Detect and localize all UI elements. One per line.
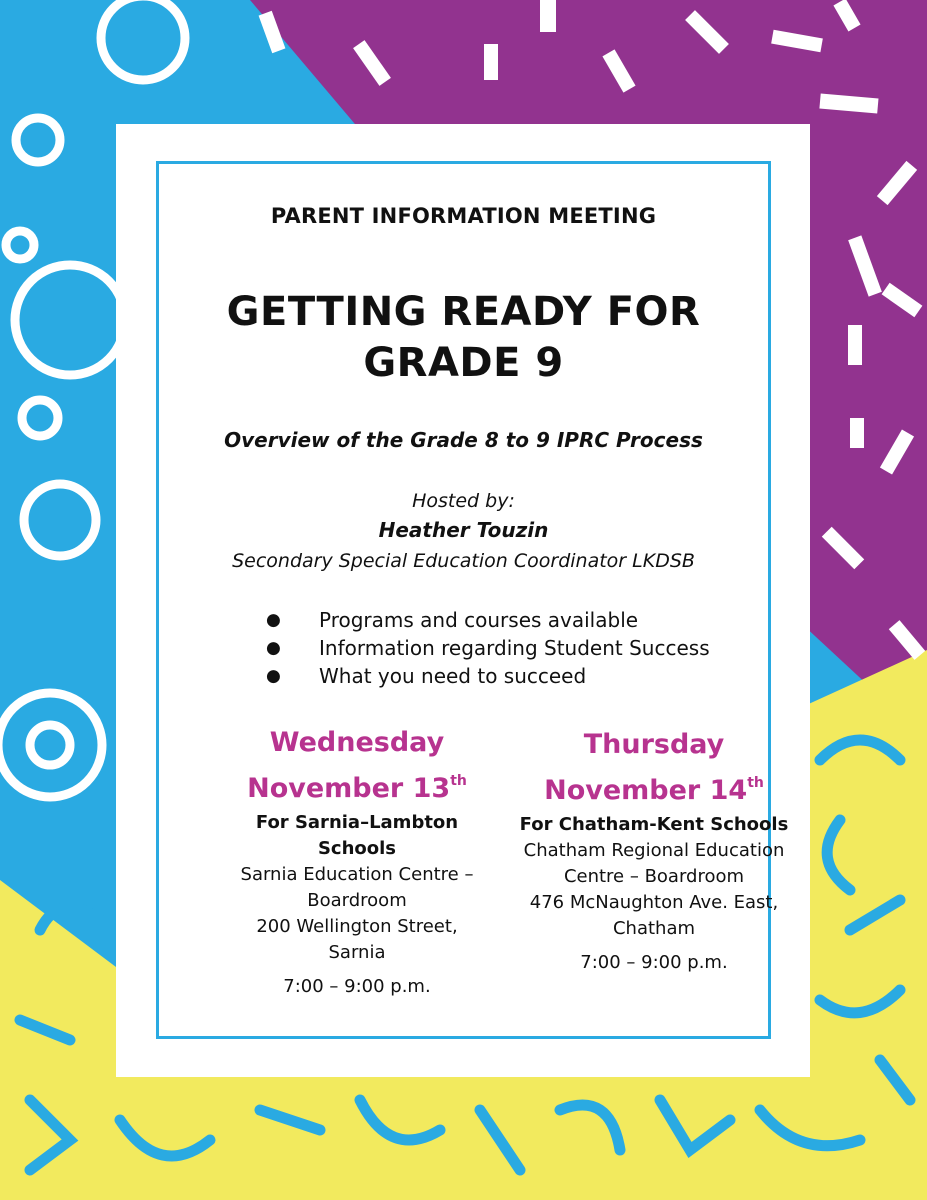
event-day: Thursday (583, 729, 725, 760)
event-venue (207, 862, 507, 966)
host-role: Secondary Special Education Coordinator LKDSB (232, 550, 695, 572)
bullet-icon: ● (266, 638, 281, 658)
event-chatham (504, 726, 804, 976)
flyer-border (156, 161, 789, 1039)
list-item (229, 662, 710, 690)
list-item (229, 606, 710, 634)
flyer-card (116, 124, 810, 1077)
address-line-1: 200 Wellington Street, (256, 916, 458, 937)
flyer-title (159, 287, 768, 389)
title-line-2: GRADE 9 (363, 340, 564, 386)
bullet-icon: ● (266, 666, 281, 686)
event-day: Wednesday (269, 727, 445, 758)
event-date-text: November 13 (247, 773, 451, 804)
title-line-1: GETTING READY FOR (226, 289, 701, 335)
bullet-icon: ● (266, 610, 281, 630)
topic-text: What you need to succeed (319, 664, 587, 688)
topic-list (229, 606, 710, 690)
hosted-by-label: Hosted by: (412, 490, 515, 512)
event-sarnia (207, 724, 507, 1000)
list-item (229, 634, 710, 662)
host-name: Heather Touzin (378, 518, 549, 542)
venue-line-2: Centre – Boardroom (563, 866, 745, 887)
event-audience (207, 810, 507, 862)
event-date-text: November 14 (544, 775, 748, 806)
event-audience (504, 812, 804, 838)
audience-line-1: For Chatham-Kent Schools (519, 814, 789, 835)
date-suffix: th (747, 775, 764, 791)
event-time: 7:00 – 9:00 p.m. (283, 976, 431, 997)
address-line-2: Sarnia (328, 942, 386, 963)
event-venue (504, 838, 804, 942)
topic-text: Information regarding Student Success (319, 636, 710, 660)
event-date (504, 764, 804, 810)
venue-line-2: Boardroom (307, 890, 407, 911)
event-date (207, 762, 507, 808)
address-line-1: 476 McNaughton Ave. East, (529, 892, 779, 913)
event-type-heading: PARENT INFORMATION MEETING (270, 204, 657, 228)
audience-line-2: Schools (317, 838, 397, 859)
event-time: 7:00 – 9:00 p.m. (580, 952, 728, 973)
flyer-subtitle: Overview of the Grade 8 to 9 IPRC Process (224, 428, 703, 452)
topic-text: Programs and courses available (319, 608, 639, 632)
audience-line-1: For Sarnia–Lambton (255, 812, 459, 833)
venue-line-1: Sarnia Education Centre – (240, 864, 474, 885)
venue-line-1: Chatham Regional Education (523, 840, 785, 861)
address-line-2: Chatham (612, 918, 696, 939)
date-suffix: th (450, 773, 467, 789)
